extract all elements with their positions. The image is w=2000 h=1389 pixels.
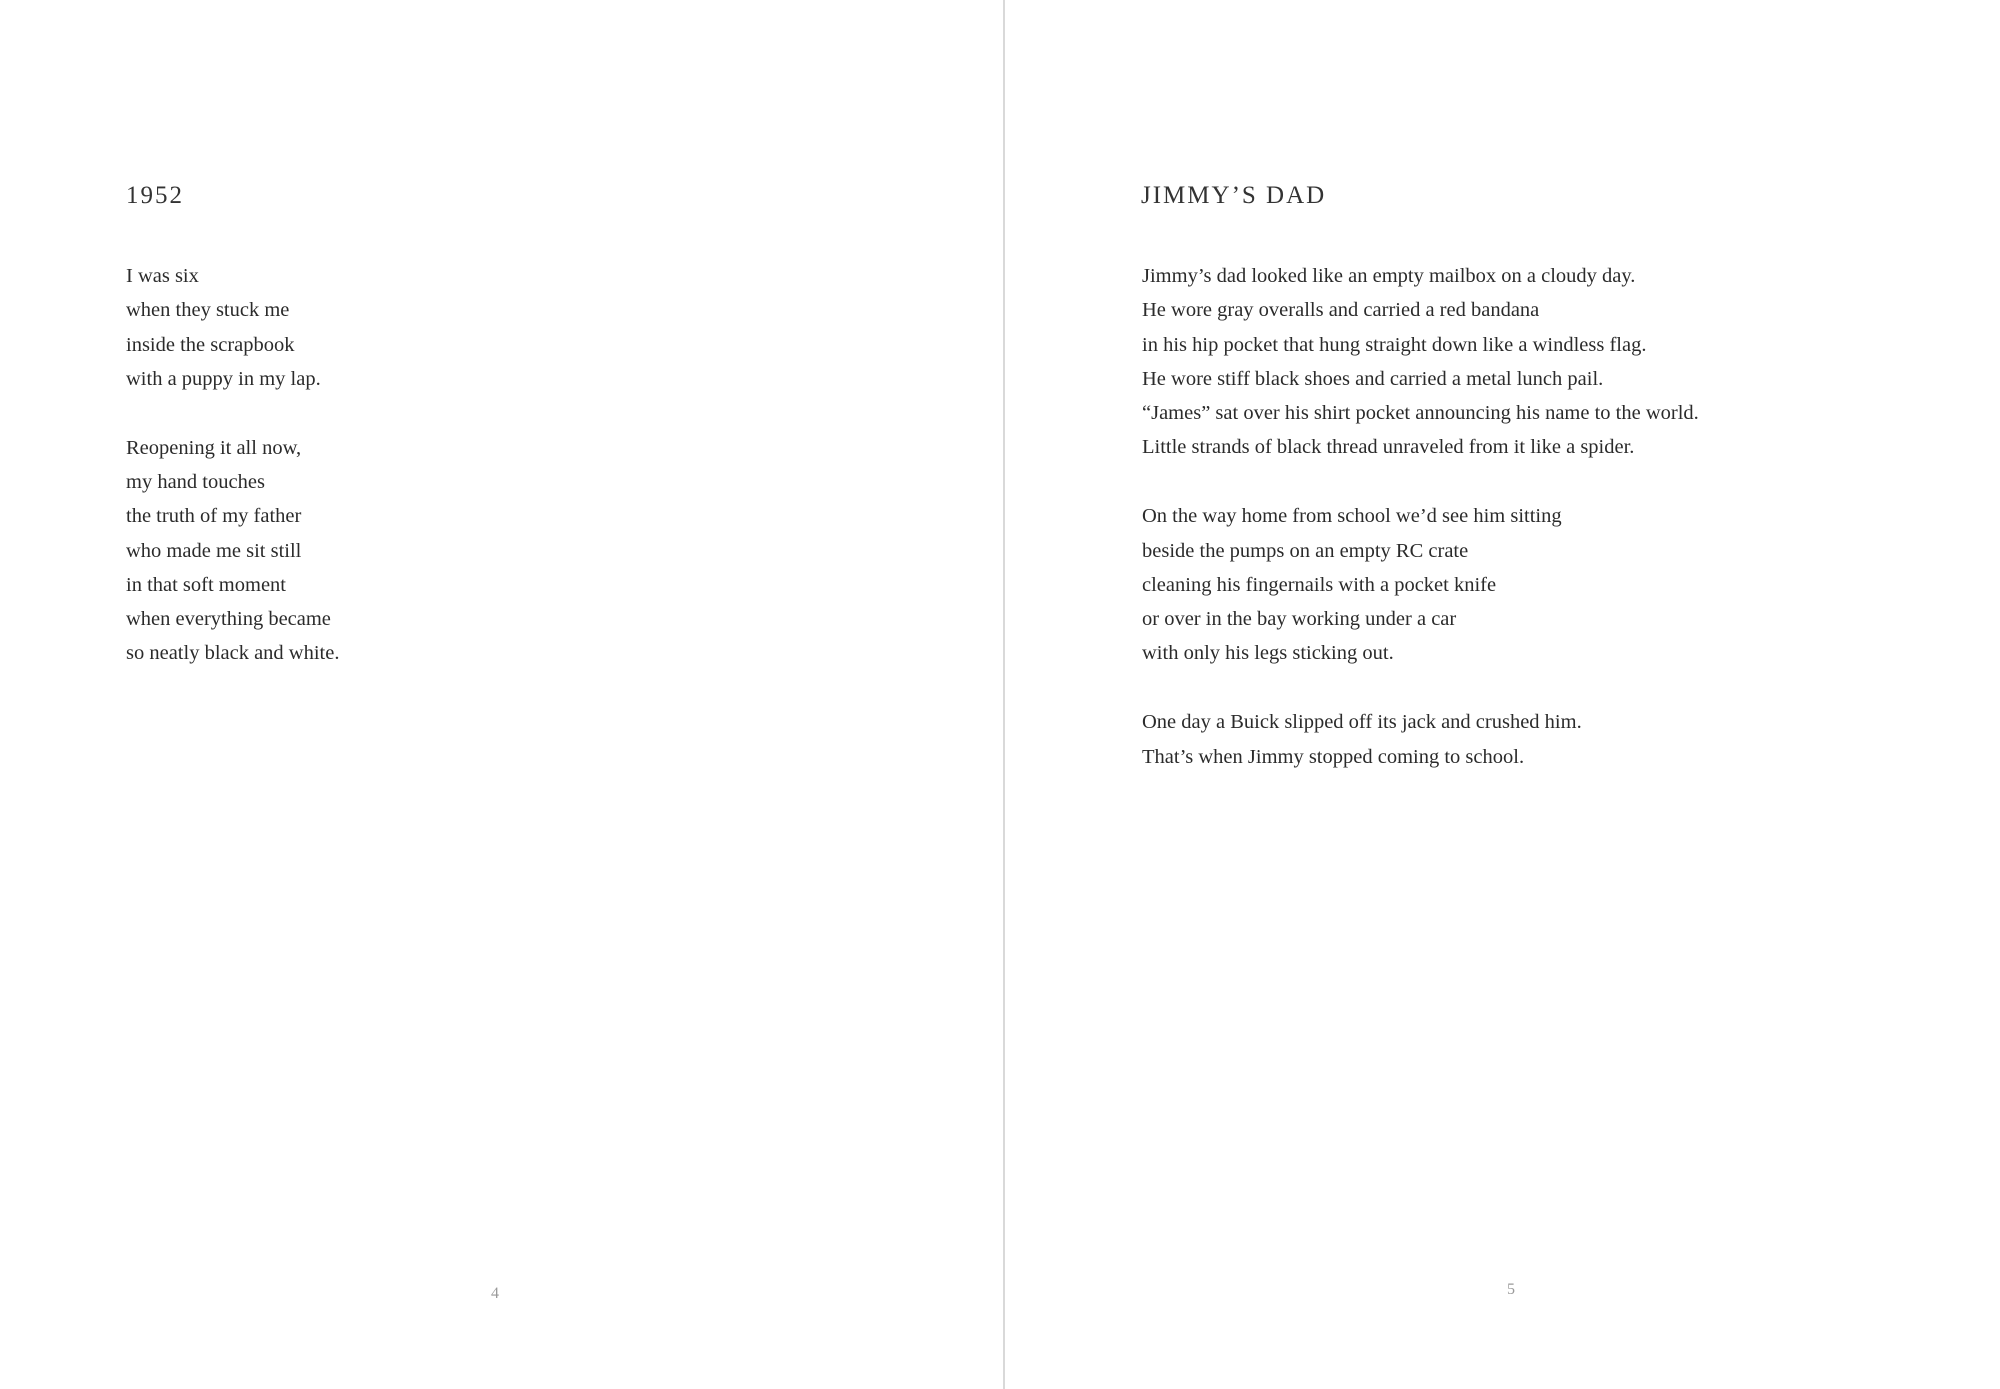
poem-line: when everything became	[126, 608, 331, 631]
poem-line: in his hip pocket that hung straight down like a windless flag.	[1142, 333, 1647, 356]
poem-line: inside the scrapbook	[126, 333, 295, 356]
poem-title: JIMMY’S DAD	[1141, 182, 1327, 209]
poem-line: One day a Buick slipped off its jack and crushed him.	[1142, 711, 1582, 734]
stanza	[1142, 499, 1699, 670]
poem-line: or over in the bay working under a car	[1142, 608, 1457, 631]
right-page	[1006, 0, 2000, 1389]
poem-line: On the way home from school we’d see him sitting	[1142, 505, 1562, 528]
poem-line: Jimmy’s dad looked like an empty mailbox on a cloudy day.	[1142, 265, 1636, 287]
stanza	[126, 259, 339, 396]
page-number: 5	[1507, 1281, 1515, 1298]
poem-line: He wore stiff black shoes and carried a metal lunch pail.	[1142, 367, 1604, 390]
stanza	[1142, 259, 1699, 465]
poem-title: 1952	[126, 182, 184, 209]
stanza	[1142, 705, 1699, 774]
page-number: 4	[491, 1285, 499, 1302]
poem-body	[1142, 259, 1699, 808]
poem-line: so neatly black and white.	[126, 642, 340, 665]
poem-line: beside the pumps on an empty RC crate	[1142, 539, 1469, 562]
poem-line: “James” sat over his shirt pocket announcing his name to the world.	[1142, 402, 1699, 425]
poem-line: with a puppy in my lap.	[126, 367, 321, 390]
poem-line: He wore gray overalls and carried a red bandana	[1142, 299, 1540, 322]
poem-line: the truth of my father	[126, 505, 302, 528]
poem-line: That’s when Jimmy stopped coming to school.	[1142, 745, 1525, 768]
poem-line: my hand touches	[126, 470, 265, 493]
poem-line: when they stuck me	[126, 299, 290, 322]
stanza	[126, 431, 339, 671]
poem-line: with only his legs sticking out.	[1142, 642, 1394, 665]
poem-line: cleaning his fingernails with a pocket knife	[1142, 573, 1497, 596]
poem-line: Reopening it all now,	[126, 436, 302, 459]
poem-line: who made me sit still	[126, 539, 302, 562]
poem-line: in that soft moment	[126, 573, 286, 596]
poem-line: I was six	[126, 265, 199, 287]
poem-line: Little strands of black thread unraveled from it like a spider.	[1142, 436, 1635, 459]
poem-body	[126, 259, 339, 705]
book-spine-divider	[1003, 0, 1005, 1389]
